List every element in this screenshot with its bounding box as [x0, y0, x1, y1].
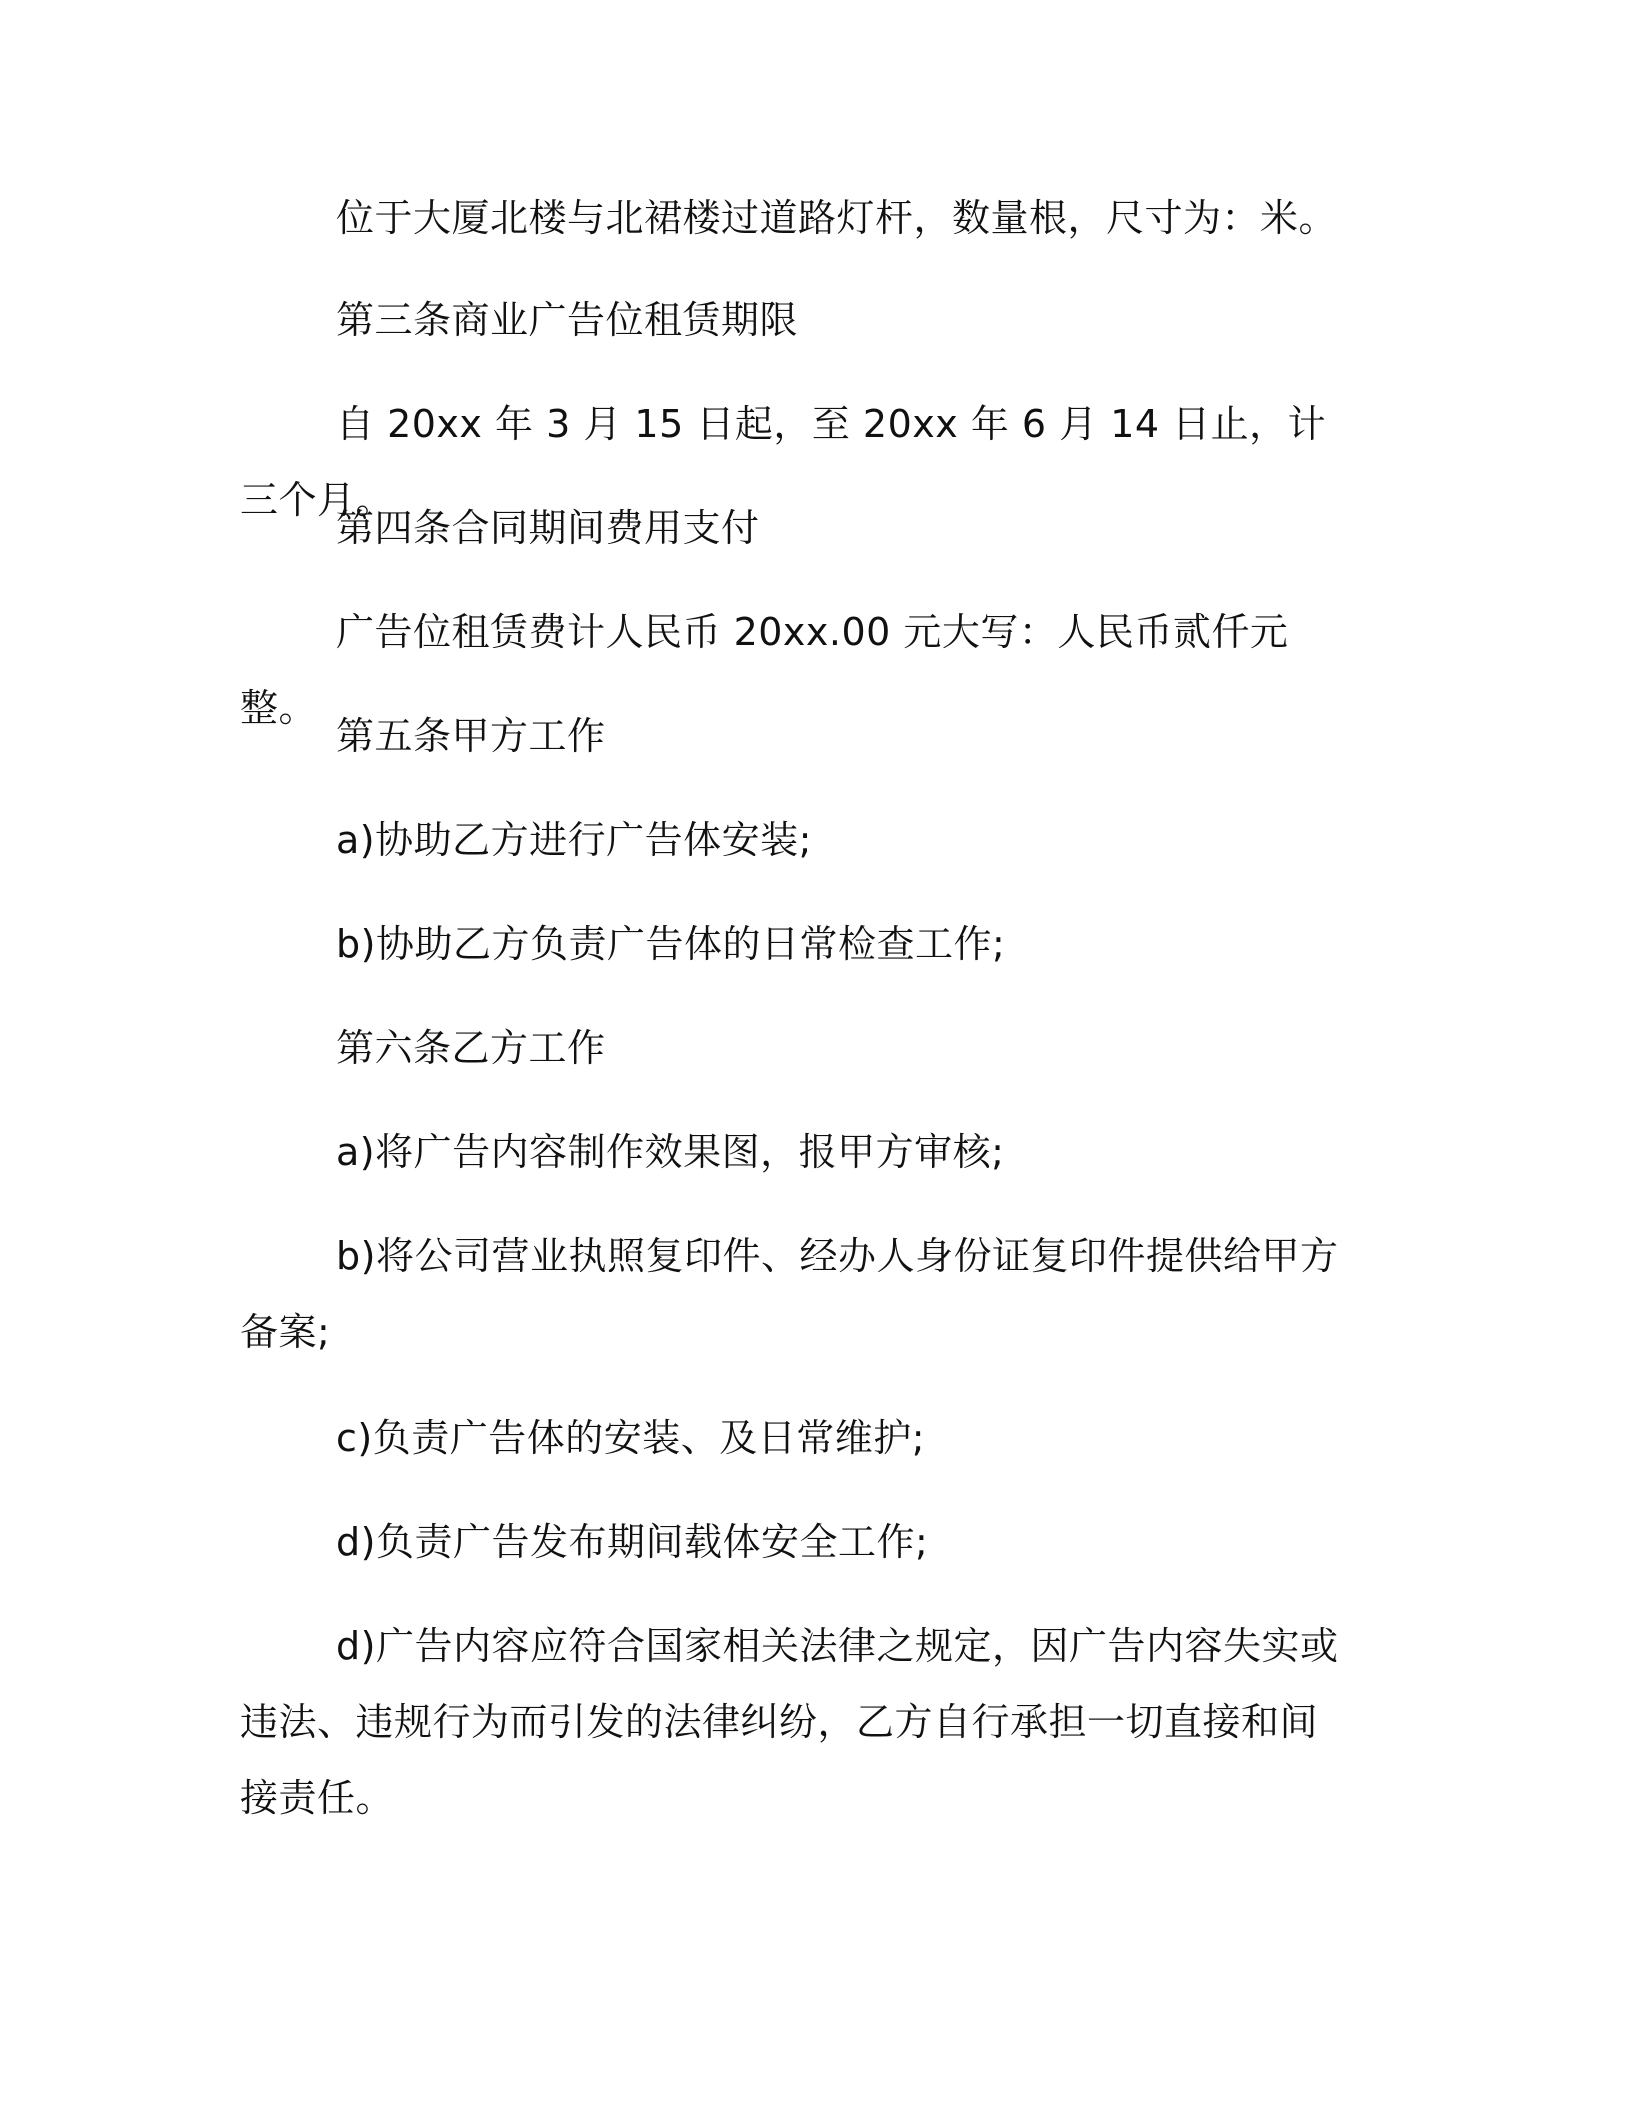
paragraph-location: 位于大厦北楼与北裙楼过道路灯杆，数量根，尺寸为：米。 [336, 196, 1338, 240]
paragraph-lease-term: 自 20xx 年 3 月 15 日起，至 20xx 年 6 月 14 日止，计三个月。 [240, 402, 1327, 522]
heading-article-3: 第三条商业广告位租赁期限 [336, 298, 799, 342]
heading-article-4: 第四条合同期间费用支付 [336, 506, 760, 550]
party-b-item-d: d)负责广告发布期间载体安全工作; [336, 1520, 929, 1564]
party-b-item-a: a)将广告内容制作效果图，报甲方审核; [336, 1130, 1005, 1174]
party-a-item-b: b)协助乙方负责广告体的日常检查工作; [336, 922, 1006, 966]
paragraph-fee: 广告位租赁费计人民币 20xx.00 元大写：人民币贰仟元整。 [240, 610, 1289, 730]
party-b-item-d-legal: d)广告内容应符合国家相关法律之规定，因广告内容失实或违法、违规行为而引发的法律纠纷，乙方自行承担一切直接和间接责任。 [240, 1624, 1339, 1820]
party-a-item-a: a)协助乙方进行广告体安装; [336, 818, 812, 862]
party-b-item-b: b)将公司营业执照复印件、经办人身份证复印件提供给甲方备案; [240, 1234, 1339, 1354]
heading-article-6: 第六条乙方工作 [336, 1026, 606, 1070]
party-b-item-c: c)负责广告体的安装、及日常维护; [336, 1416, 926, 1460]
heading-article-5: 第五条甲方工作 [336, 714, 606, 758]
